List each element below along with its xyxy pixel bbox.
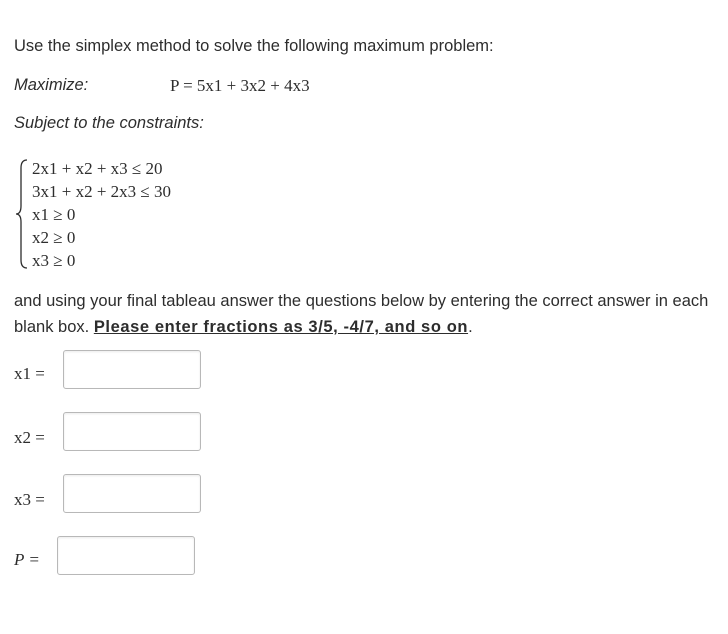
constraint-brace	[14, 158, 30, 270]
constraint-5: x3 ≥ 0	[32, 251, 76, 270]
instructions-end: .	[468, 318, 473, 336]
answer-input-x3[interactable]	[63, 474, 201, 513]
constraint-3: x1 ≥ 0	[32, 205, 76, 224]
answer-label-p: P =	[14, 550, 40, 569]
objective-function: P = 5x1 + 3x2 + 4x3	[170, 76, 310, 95]
answer-label-x3: x3 =	[14, 490, 45, 509]
instructions	[14, 288, 719, 340]
constraint-1: 2x1 + x2 + x3 ≤ 20	[32, 159, 163, 178]
problem-intro: Use the simplex method to solve the following maximum problem:	[14, 37, 494, 55]
constraint-2: 3x1 + x2 + 2x3 ≤ 30	[32, 182, 172, 201]
constraints-label: Subject to the constraints:	[14, 114, 204, 132]
constraint-4: x2 ≥ 0	[32, 228, 76, 247]
instructions-text: and using your final tableau answer the questions below by entering the correct answer in each blank box.	[14, 292, 709, 336]
answer-label-x2: x2 =	[14, 428, 45, 447]
answer-input-x1[interactable]	[63, 350, 201, 389]
answer-label-x1: x1 =	[14, 364, 45, 383]
answer-input-p[interactable]	[57, 536, 195, 575]
fraction-format-note: Please enter fractions as 3/5, -4/7, and so on	[93, 318, 469, 336]
answer-input-x2[interactable]	[63, 412, 201, 451]
maximize-label: Maximize:	[14, 76, 89, 94]
